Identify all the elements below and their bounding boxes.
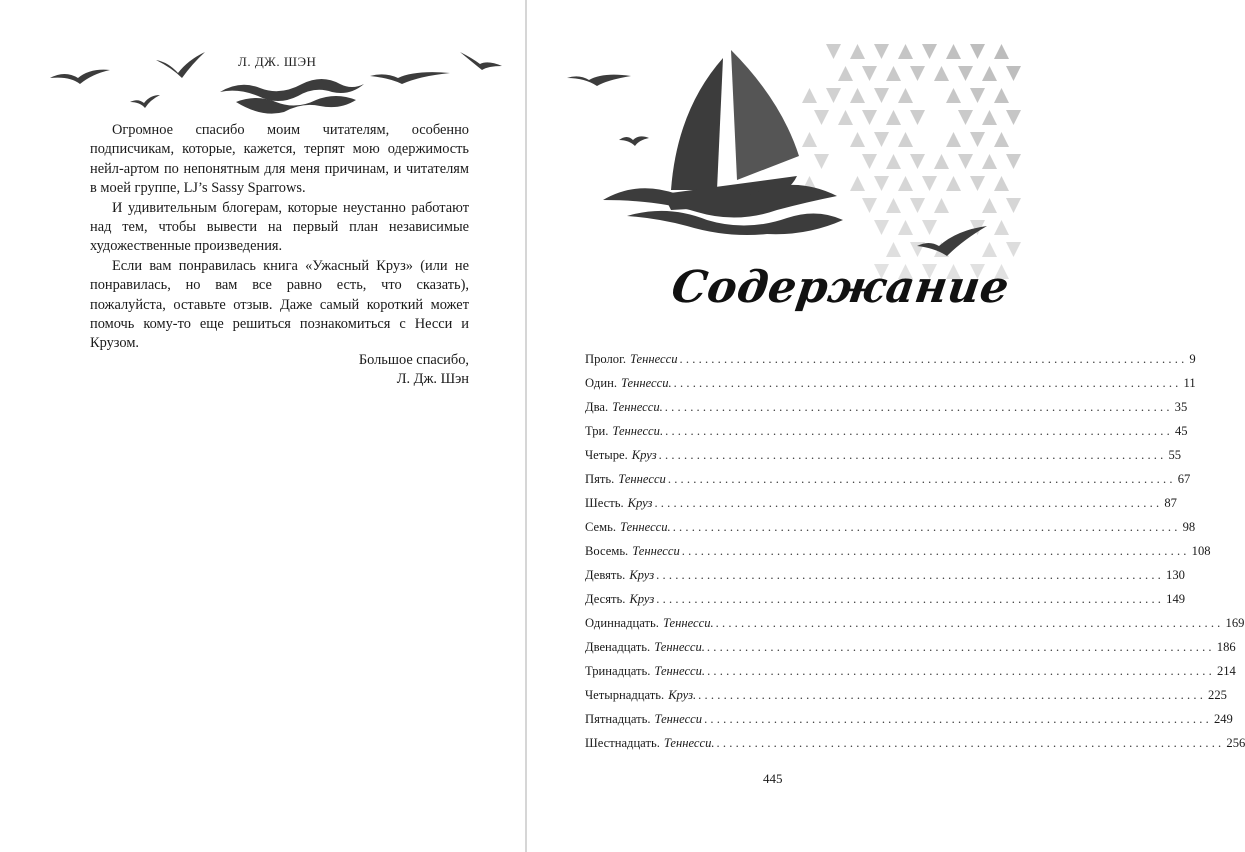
triangle-mark bbox=[970, 176, 985, 191]
signoff-thanks: Большое спасибо, bbox=[358, 352, 469, 368]
triangle-mark bbox=[874, 132, 889, 147]
triangle-mark bbox=[874, 176, 889, 191]
toc-chapter: Четыре. bbox=[585, 448, 628, 462]
toc-chapter: Одиннадцать. bbox=[585, 616, 659, 630]
toc-page: 225 bbox=[1208, 688, 1227, 702]
toc-entry[interactable] bbox=[585, 712, 1233, 736]
triangle-mark bbox=[910, 110, 925, 125]
triangle-mark bbox=[970, 44, 985, 59]
toc-entry[interactable] bbox=[585, 472, 1191, 496]
toc-leader: ................................................................................ bbox=[654, 496, 1163, 510]
triangle-mark bbox=[958, 154, 973, 169]
toc-pov: Теннесси. bbox=[612, 400, 663, 414]
toc-pov: Теннесси bbox=[630, 352, 678, 366]
table-of-contents bbox=[585, 352, 1245, 760]
toc-page: 35 bbox=[1174, 400, 1188, 414]
seagull-icon bbox=[130, 95, 160, 108]
seagull-icon bbox=[156, 52, 205, 78]
toc-chapter: Один. bbox=[585, 376, 617, 390]
toc-chapter: Шестнадцать. bbox=[585, 736, 660, 750]
toc-entry[interactable] bbox=[585, 568, 1185, 592]
triangle-mark bbox=[850, 44, 865, 59]
toc-pov: Круз. bbox=[668, 688, 697, 702]
triangle-mark bbox=[910, 198, 925, 213]
toc-leader: ................................................................................ bbox=[665, 424, 1173, 438]
triangle-mark bbox=[994, 220, 1009, 235]
running-head: Л. ДЖ. ШЭН bbox=[238, 54, 317, 69]
triangle-mark bbox=[982, 110, 997, 125]
toc-pov: Теннесси. bbox=[663, 736, 715, 750]
seagull-icon bbox=[567, 75, 631, 86]
triangle-mark bbox=[850, 88, 865, 103]
triangle-mark bbox=[862, 66, 877, 81]
triangle-mark bbox=[898, 88, 913, 103]
triangle-mark bbox=[970, 88, 985, 103]
toc-chapter: Девять. bbox=[585, 568, 626, 582]
toc-leader: ................................................................................ bbox=[656, 592, 1165, 606]
triangle-mark bbox=[946, 44, 961, 59]
triangle-mark bbox=[898, 132, 913, 147]
triangle-mark bbox=[886, 110, 901, 125]
seagull-icon bbox=[460, 52, 502, 70]
toc-entry[interactable] bbox=[585, 688, 1227, 712]
toc-chapter: Семь. bbox=[585, 520, 617, 534]
toc-leader: ................................................................................ bbox=[704, 712, 1212, 726]
toc-entry[interactable] bbox=[585, 544, 1211, 568]
toc-pov: Теннесси bbox=[654, 712, 703, 726]
acknowledgements-text bbox=[90, 121, 469, 354]
toc-chapter: Двенадцать. bbox=[585, 640, 651, 654]
toc-leader: ................................................................................ bbox=[667, 472, 1176, 486]
page-number: 445 bbox=[763, 771, 783, 786]
triangle-mark bbox=[886, 66, 901, 81]
toc-entry[interactable] bbox=[585, 616, 1245, 640]
toc-entry[interactable] bbox=[585, 664, 1236, 688]
triangle-mark bbox=[958, 110, 973, 125]
triangle-mark bbox=[982, 66, 997, 81]
toc-chapter: Восемь. bbox=[585, 544, 629, 558]
toc-chapter: Пять. bbox=[585, 472, 615, 486]
paragraph: И удивительным блогерам, которые неустанно работают над тем, чтобы вывести на первый план независимые художественные произведения. bbox=[90, 199, 469, 255]
toc-pov: Круз bbox=[629, 568, 655, 582]
triangle-mark bbox=[874, 44, 889, 59]
toc-page: 67 bbox=[1177, 472, 1191, 486]
toc-chapter: Пролог. bbox=[585, 352, 626, 366]
toc-leader: ................................................................................ bbox=[656, 568, 1165, 582]
toc-page: 45 bbox=[1174, 424, 1188, 438]
toc-pov: Теннесси. bbox=[654, 640, 705, 654]
toc-pov: Теннесси. bbox=[620, 520, 671, 534]
toc-page: 55 bbox=[1168, 448, 1182, 462]
triangle-mark bbox=[862, 154, 877, 169]
triangle-mark bbox=[946, 132, 961, 147]
toc-page: 87 bbox=[1164, 496, 1177, 510]
triangle-mark bbox=[874, 88, 889, 103]
toc-chapter: Два. bbox=[585, 400, 609, 414]
paragraph: Огромное спасибо моим читателям, особенно подписчикам, которые, кажется, терпят мою одержимость нейл-артом по непонятным для меня причинам, и читателям в моей группе, LJ’s Sassy Sparrows. bbox=[90, 122, 469, 197]
toc-pov: Теннесси. bbox=[620, 376, 672, 390]
toc-page: 169 bbox=[1225, 616, 1245, 630]
seagull-icon bbox=[370, 72, 450, 84]
toc-leader: ................................................................................ bbox=[681, 544, 1190, 558]
toc-pov: Теннесси. bbox=[612, 424, 664, 438]
triangle-mark bbox=[958, 66, 973, 81]
toc-page: 186 bbox=[1216, 640, 1236, 654]
toc-leader: ................................................................................ bbox=[716, 736, 1225, 750]
toc-chapter: Три. bbox=[585, 424, 609, 438]
toc-leader: ................................................................................ bbox=[664, 400, 1173, 414]
left-page bbox=[0, 0, 526, 852]
triangle-mark bbox=[802, 132, 817, 147]
triangle-mark bbox=[898, 220, 913, 235]
toc-pov: Круз bbox=[629, 592, 655, 606]
triangle-mark bbox=[934, 154, 949, 169]
toc-chapter: Четырнадцать. bbox=[585, 688, 665, 702]
toc-pov: Теннесси bbox=[618, 472, 666, 486]
triangle-mark bbox=[922, 176, 937, 191]
toc-page: 130 bbox=[1166, 568, 1185, 582]
triangle-mark bbox=[862, 198, 877, 213]
paragraph: Если вам понравилась книга «Ужасный Круз» (или не понравилась, но вам все равно есть, что сказать), пожалуйста, оставьте отзыв. Даже самый короткий может помочь кому-то еще решиться познакомиться с Несси и Крузом. bbox=[90, 257, 469, 352]
triangle-mark bbox=[886, 198, 901, 213]
triangle-mark bbox=[922, 220, 937, 235]
toc-entry[interactable] bbox=[585, 376, 1196, 400]
triangle-mark bbox=[922, 44, 937, 59]
right-page bbox=[527, 0, 1245, 852]
toc-leader: ................................................................................ bbox=[673, 376, 1182, 390]
triangle-mark bbox=[994, 88, 1009, 103]
triangle-mark bbox=[970, 132, 985, 147]
triangle-mark bbox=[1006, 110, 1021, 125]
triangle-mark bbox=[1006, 198, 1021, 213]
toc-page: 108 bbox=[1191, 544, 1211, 558]
toc-page: 9 bbox=[1189, 352, 1196, 366]
toc-chapter: Десять. bbox=[585, 592, 626, 606]
toc-entry[interactable] bbox=[585, 640, 1236, 664]
toc-entry[interactable] bbox=[585, 424, 1188, 448]
toc-entry[interactable] bbox=[585, 448, 1182, 472]
triangle-mark bbox=[886, 154, 901, 169]
triangle-mark bbox=[850, 132, 865, 147]
triangle-mark bbox=[1006, 154, 1021, 169]
triangle-mark bbox=[850, 176, 865, 191]
toc-leader: ................................................................................ bbox=[679, 352, 1188, 366]
triangle-mark bbox=[862, 110, 877, 125]
triangle-mark bbox=[1006, 66, 1021, 81]
triangle-mark bbox=[946, 88, 961, 103]
triangle-mark bbox=[994, 176, 1009, 191]
signoff bbox=[300, 351, 469, 390]
triangle-mark bbox=[814, 154, 829, 169]
toc-pov: Круз bbox=[631, 448, 657, 462]
triangle-mark bbox=[814, 110, 829, 125]
triangle-mark bbox=[802, 88, 817, 103]
toc-pov: Круз bbox=[627, 496, 653, 510]
toc-leader: ................................................................................ bbox=[715, 616, 1224, 630]
triangle-pattern bbox=[802, 44, 1021, 279]
triangle-mark bbox=[994, 132, 1009, 147]
wave-icon bbox=[236, 96, 356, 114]
toc-entry[interactable] bbox=[585, 592, 1186, 616]
toc-entry[interactable] bbox=[585, 352, 1196, 376]
toc-page: 98 bbox=[1182, 520, 1196, 534]
toc-page: 249 bbox=[1213, 712, 1233, 726]
toc-chapter: Шесть. bbox=[585, 496, 624, 510]
toc-page: 149 bbox=[1166, 592, 1186, 606]
toc-entry[interactable] bbox=[585, 496, 1177, 520]
toc-leader: ................................................................................ bbox=[707, 664, 1215, 678]
triangle-mark bbox=[874, 220, 889, 235]
toc-page: 11 bbox=[1183, 376, 1196, 390]
toc-leader: ................................................................................ bbox=[672, 520, 1181, 534]
triangle-mark bbox=[934, 66, 949, 81]
seagull-icon bbox=[50, 70, 110, 84]
toc-page: 214 bbox=[1216, 664, 1236, 678]
triangle-mark bbox=[838, 66, 853, 81]
toc-leader: ................................................................................ bbox=[706, 640, 1215, 654]
page-title: Содержание bbox=[668, 262, 1013, 313]
toc-entry[interactable] bbox=[585, 520, 1196, 544]
toc-entry[interactable] bbox=[585, 400, 1188, 424]
seagull-icon bbox=[619, 136, 649, 146]
toc-pov: Теннесси. bbox=[654, 664, 706, 678]
triangle-mark bbox=[934, 198, 949, 213]
triangle-mark bbox=[826, 88, 841, 103]
triangle-mark bbox=[898, 176, 913, 191]
triangle-mark bbox=[982, 198, 997, 213]
triangle-mark bbox=[910, 66, 925, 81]
triangle-mark bbox=[1006, 242, 1021, 257]
triangle-mark bbox=[910, 154, 925, 169]
triangle-mark bbox=[946, 176, 961, 191]
toc-pov: Теннесси bbox=[632, 544, 680, 558]
toc-entry[interactable] bbox=[585, 736, 1245, 760]
toc-leader: ................................................................................ bbox=[698, 688, 1207, 702]
triangle-mark bbox=[826, 44, 841, 59]
signoff-author: Л. Дж. Шэн bbox=[396, 371, 469, 388]
toc-pov: Теннесси. bbox=[662, 616, 714, 630]
toc-chapter: Пятнадцать. bbox=[585, 712, 651, 726]
toc-page: 256 bbox=[1226, 736, 1245, 750]
toc-chapter: Тринадцать. bbox=[585, 664, 651, 678]
triangle-mark bbox=[982, 154, 997, 169]
triangle-mark bbox=[994, 44, 1009, 59]
triangle-mark bbox=[982, 242, 997, 257]
toc-leader: ................................................................................ bbox=[658, 448, 1167, 462]
header-decoration bbox=[40, 40, 510, 120]
triangle-mark bbox=[898, 44, 913, 59]
triangle-mark bbox=[886, 242, 901, 257]
triangle-mark bbox=[838, 110, 853, 125]
